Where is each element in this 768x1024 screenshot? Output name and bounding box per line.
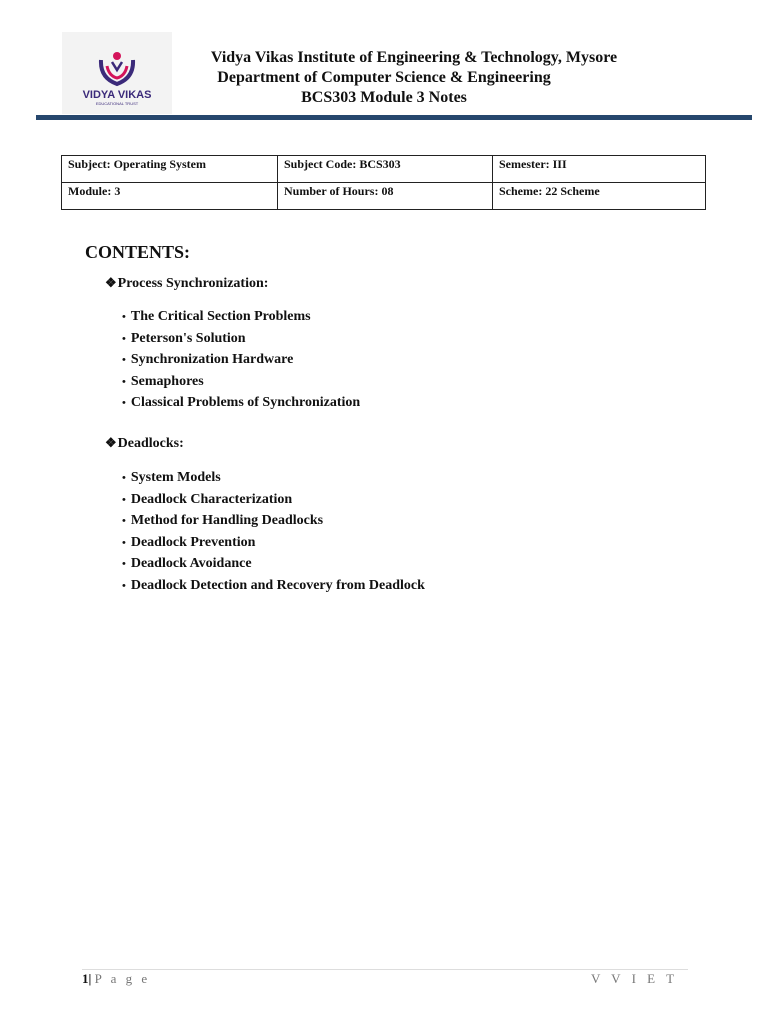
contents-heading: CONTENTS: [85, 242, 191, 262]
logo-subtext: EDUCATIONAL TRUST [95, 101, 139, 106]
bullet-icon: • [122, 354, 126, 367]
bullet-icon: • [122, 515, 126, 528]
footer-divider [82, 969, 688, 970]
bullet-icon: • [122, 375, 126, 388]
table-cell-subject: Subject: Operating System [62, 156, 278, 183]
table-cell-scheme: Scheme: 22 Scheme [493, 183, 706, 210]
bullet-icon: • [122, 397, 126, 410]
list-item: • Peterson's Solution [122, 330, 246, 346]
bullet-icon: • [122, 536, 126, 549]
header-divider [36, 115, 752, 120]
list-item: • Deadlock Detection and Recovery from Deadlock [122, 577, 425, 593]
bullet-icon: • [122, 332, 126, 345]
list-item: • Classical Problems of Synchronization [122, 395, 361, 411]
department-name: Department of Computer Science & Engineering [217, 69, 551, 86]
list-item: • Semaphores [122, 373, 204, 389]
table-cell-hours: Number of Hours: 08 [278, 183, 493, 210]
page-word: P a g e [94, 971, 151, 986]
list-item: • Deadlock Prevention [122, 534, 256, 550]
footer-institute-abbr: V V I E T [591, 971, 679, 986]
bullet-icon: • [122, 311, 126, 323]
diamond-bullet-icon: ❖ [105, 435, 117, 450]
table-row [62, 183, 706, 210]
table-cell-subject-code: Subject Code: BCS303 [278, 156, 493, 183]
diamond-bullet-icon: ❖ [105, 275, 117, 290]
bullet-icon: • [122, 472, 126, 484]
section-title: Process Synchronization: [117, 276, 269, 291]
bullet-icon: • [122, 558, 126, 571]
subject-info-table [61, 155, 706, 210]
section-heading-deadlocks [105, 435, 184, 452]
logo-text: VIDYA VIKAS [82, 89, 152, 101]
list-item: • The Critical Section Problems [122, 309, 311, 324]
footer-page-label [82, 971, 150, 987]
bullet-icon: • [122, 493, 126, 506]
list-item: • System Models [122, 470, 221, 485]
deadlocks-topic-list [122, 467, 425, 597]
table-row [62, 156, 706, 183]
page-number: 1 [82, 971, 89, 986]
bullet-icon: • [122, 579, 126, 592]
course-title: BCS303 Module 3 Notes [301, 89, 467, 106]
section-heading-process-sync [105, 275, 268, 292]
section-title: Deadlocks: [117, 436, 184, 451]
page-separator: | [88, 971, 92, 986]
table-cell-semester: Semester: III [493, 156, 706, 183]
list-item: • Deadlock Avoidance [122, 556, 252, 572]
process-sync-topic-list [122, 306, 360, 414]
list-item: • Deadlock Characterization [122, 491, 293, 507]
table-cell-module: Module: 3 [62, 183, 278, 210]
list-item: • Synchronization Hardware [122, 352, 294, 368]
institute-name: Vidya Vikas Institute of Engineering & Technology, Mysore [210, 49, 618, 66]
list-item: • Method for Handling Deadlocks [122, 513, 324, 529]
